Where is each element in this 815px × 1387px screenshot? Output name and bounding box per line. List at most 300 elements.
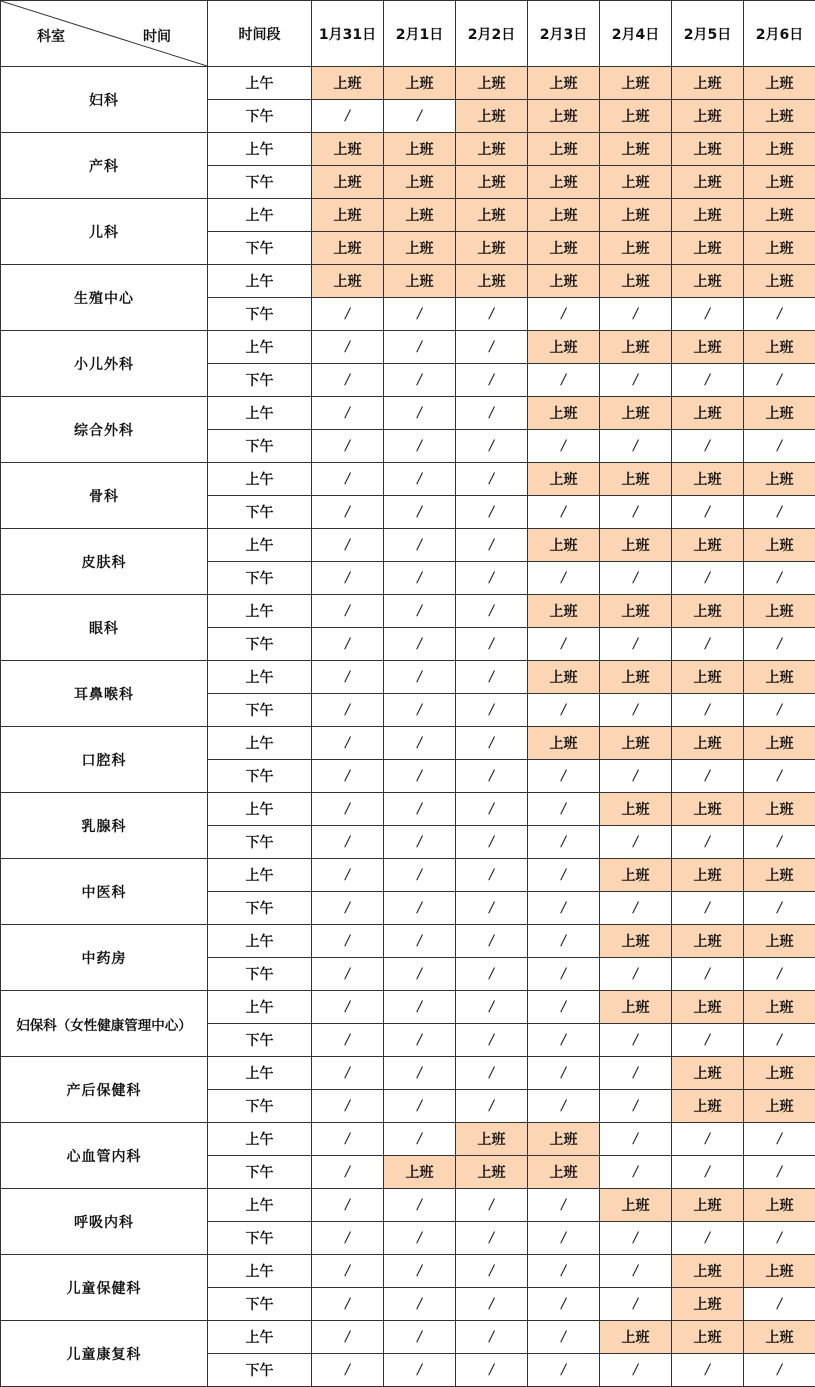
on-duty-cell: 上班 bbox=[672, 793, 744, 826]
period-label: 下午 bbox=[208, 1024, 312, 1057]
off-duty-cell: / bbox=[384, 529, 456, 562]
off-duty-cell: / bbox=[312, 958, 384, 991]
off-duty-cell: / bbox=[672, 628, 744, 661]
period-label: 上午 bbox=[208, 199, 312, 232]
schedule-row bbox=[1, 331, 815, 364]
department-name: 眼科 bbox=[1, 595, 208, 661]
period-label: 下午 bbox=[208, 430, 312, 463]
off-duty-cell: / bbox=[312, 1024, 384, 1057]
on-duty-cell: 上班 bbox=[672, 199, 744, 232]
off-duty-cell: / bbox=[312, 1090, 384, 1123]
off-duty-cell: / bbox=[672, 892, 744, 925]
off-duty-cell: / bbox=[384, 463, 456, 496]
on-duty-cell: 上班 bbox=[744, 463, 815, 496]
period-label: 上午 bbox=[208, 859, 312, 892]
department-name: 生殖中心 bbox=[1, 265, 208, 331]
department-name: 儿童康复科 bbox=[1, 1321, 208, 1387]
off-duty-cell: / bbox=[672, 1222, 744, 1255]
schedule-row bbox=[1, 727, 815, 760]
on-duty-cell: 上班 bbox=[528, 232, 600, 265]
off-duty-cell: / bbox=[312, 628, 384, 661]
off-duty-cell: / bbox=[384, 595, 456, 628]
off-duty-cell: / bbox=[384, 892, 456, 925]
off-duty-cell: / bbox=[456, 298, 528, 331]
schedule-row bbox=[1, 463, 815, 496]
off-duty-cell: / bbox=[312, 298, 384, 331]
off-duty-cell: / bbox=[672, 364, 744, 397]
period-label: 下午 bbox=[208, 694, 312, 727]
off-duty-cell: / bbox=[384, 793, 456, 826]
off-duty-cell: / bbox=[528, 925, 600, 958]
department-name: 妇科 bbox=[1, 67, 208, 133]
off-duty-cell: / bbox=[600, 628, 672, 661]
off-duty-cell: / bbox=[744, 1354, 815, 1387]
off-duty-cell: / bbox=[312, 991, 384, 1024]
off-duty-cell: / bbox=[384, 1189, 456, 1222]
off-duty-cell: / bbox=[384, 331, 456, 364]
on-duty-cell: 上班 bbox=[384, 1156, 456, 1189]
on-duty-cell: 上班 bbox=[528, 463, 600, 496]
on-duty-cell: 上班 bbox=[456, 232, 528, 265]
off-duty-cell: / bbox=[384, 1354, 456, 1387]
period-label: 上午 bbox=[208, 265, 312, 298]
period-header: 时间段 bbox=[208, 1, 312, 67]
on-duty-cell: 上班 bbox=[744, 925, 815, 958]
period-label: 下午 bbox=[208, 1288, 312, 1321]
period-label: 上午 bbox=[208, 991, 312, 1024]
on-duty-cell: 上班 bbox=[672, 331, 744, 364]
on-duty-cell: 上班 bbox=[528, 100, 600, 133]
off-duty-cell: / bbox=[384, 925, 456, 958]
off-duty-cell: / bbox=[672, 496, 744, 529]
on-duty-cell: 上班 bbox=[384, 166, 456, 199]
off-duty-cell: / bbox=[384, 1288, 456, 1321]
off-duty-cell: / bbox=[600, 1156, 672, 1189]
corner-time-label: 时间 bbox=[143, 29, 171, 45]
on-duty-cell: 上班 bbox=[600, 166, 672, 199]
off-duty-cell: / bbox=[528, 1222, 600, 1255]
off-duty-cell: / bbox=[744, 1222, 815, 1255]
off-duty-cell: / bbox=[600, 694, 672, 727]
on-duty-cell: 上班 bbox=[744, 991, 815, 1024]
off-duty-cell: / bbox=[672, 298, 744, 331]
on-duty-cell: 上班 bbox=[600, 727, 672, 760]
on-duty-cell: 上班 bbox=[456, 166, 528, 199]
on-duty-cell: 上班 bbox=[744, 1090, 815, 1123]
on-duty-cell: 上班 bbox=[672, 67, 744, 100]
schedule-row bbox=[1, 925, 815, 958]
on-duty-cell: 上班 bbox=[672, 133, 744, 166]
schedule-row bbox=[1, 793, 815, 826]
off-duty-cell: / bbox=[456, 793, 528, 826]
on-duty-cell: 上班 bbox=[456, 1123, 528, 1156]
date-header: 2月5日 bbox=[672, 1, 744, 67]
on-duty-cell: 上班 bbox=[528, 199, 600, 232]
off-duty-cell: / bbox=[672, 562, 744, 595]
off-duty-cell: / bbox=[456, 496, 528, 529]
department-name: 皮肤科 bbox=[1, 529, 208, 595]
period-label: 上午 bbox=[208, 595, 312, 628]
off-duty-cell: / bbox=[456, 1321, 528, 1354]
on-duty-cell: 上班 bbox=[600, 793, 672, 826]
period-label: 下午 bbox=[208, 298, 312, 331]
off-duty-cell: / bbox=[384, 1024, 456, 1057]
department-name: 妇保科（女性健康管理中心） bbox=[1, 991, 208, 1057]
off-duty-cell: / bbox=[384, 1255, 456, 1288]
on-duty-cell: 上班 bbox=[672, 1057, 744, 1090]
on-duty-cell: 上班 bbox=[600, 925, 672, 958]
on-duty-cell: 上班 bbox=[672, 859, 744, 892]
date-header: 2月4日 bbox=[600, 1, 672, 67]
period-label: 下午 bbox=[208, 958, 312, 991]
period-label: 上午 bbox=[208, 463, 312, 496]
off-duty-cell: / bbox=[312, 1222, 384, 1255]
off-duty-cell: / bbox=[312, 760, 384, 793]
off-duty-cell: / bbox=[528, 364, 600, 397]
off-duty-cell: / bbox=[456, 760, 528, 793]
on-duty-cell: 上班 bbox=[672, 529, 744, 562]
off-duty-cell: / bbox=[312, 1288, 384, 1321]
period-label: 上午 bbox=[208, 661, 312, 694]
period-label: 下午 bbox=[208, 628, 312, 661]
off-duty-cell: / bbox=[384, 298, 456, 331]
period-label: 下午 bbox=[208, 100, 312, 133]
on-duty-cell: 上班 bbox=[672, 265, 744, 298]
department-name: 乳腺科 bbox=[1, 793, 208, 859]
on-duty-cell: 上班 bbox=[312, 67, 384, 100]
schedule-row bbox=[1, 67, 815, 100]
department-name: 中医科 bbox=[1, 859, 208, 925]
on-duty-cell: 上班 bbox=[672, 1321, 744, 1354]
on-duty-cell: 上班 bbox=[600, 1189, 672, 1222]
period-label: 下午 bbox=[208, 760, 312, 793]
off-duty-cell: / bbox=[528, 430, 600, 463]
on-duty-cell: 上班 bbox=[744, 67, 815, 100]
department-name: 儿科 bbox=[1, 199, 208, 265]
off-duty-cell: / bbox=[600, 1090, 672, 1123]
on-duty-cell: 上班 bbox=[672, 661, 744, 694]
schedule-row bbox=[1, 265, 815, 298]
off-duty-cell: / bbox=[456, 628, 528, 661]
off-duty-cell: / bbox=[672, 958, 744, 991]
on-duty-cell: 上班 bbox=[600, 397, 672, 430]
period-label: 上午 bbox=[208, 793, 312, 826]
off-duty-cell: / bbox=[456, 463, 528, 496]
on-duty-cell: 上班 bbox=[744, 1255, 815, 1288]
off-duty-cell: / bbox=[744, 430, 815, 463]
off-duty-cell: / bbox=[600, 1123, 672, 1156]
schedule-row bbox=[1, 1123, 815, 1156]
schedule-row bbox=[1, 1189, 815, 1222]
off-duty-cell: / bbox=[312, 1057, 384, 1090]
off-duty-cell: / bbox=[384, 826, 456, 859]
schedule-row bbox=[1, 661, 815, 694]
off-duty-cell: / bbox=[384, 727, 456, 760]
off-duty-cell: / bbox=[456, 694, 528, 727]
on-duty-cell: 上班 bbox=[672, 100, 744, 133]
department-name: 综合外科 bbox=[1, 397, 208, 463]
off-duty-cell: / bbox=[312, 562, 384, 595]
on-duty-cell: 上班 bbox=[384, 133, 456, 166]
date-header: 1月31日 bbox=[312, 1, 384, 67]
off-duty-cell: / bbox=[384, 1057, 456, 1090]
on-duty-cell: 上班 bbox=[456, 1156, 528, 1189]
off-duty-cell: / bbox=[600, 1255, 672, 1288]
period-label: 上午 bbox=[208, 529, 312, 562]
schedule-row bbox=[1, 529, 815, 562]
off-duty-cell: / bbox=[528, 958, 600, 991]
department-name: 心血管内科 bbox=[1, 1123, 208, 1189]
date-header: 2月3日 bbox=[528, 1, 600, 67]
on-duty-cell: 上班 bbox=[744, 1321, 815, 1354]
period-label: 下午 bbox=[208, 1354, 312, 1387]
on-duty-cell: 上班 bbox=[744, 100, 815, 133]
off-duty-cell: / bbox=[528, 892, 600, 925]
period-label: 上午 bbox=[208, 727, 312, 760]
on-duty-cell: 上班 bbox=[600, 100, 672, 133]
on-duty-cell: 上班 bbox=[528, 1156, 600, 1189]
off-duty-cell: / bbox=[672, 1123, 744, 1156]
on-duty-cell: 上班 bbox=[600, 1321, 672, 1354]
period-label: 下午 bbox=[208, 562, 312, 595]
off-duty-cell: / bbox=[312, 694, 384, 727]
schedule-row bbox=[1, 595, 815, 628]
on-duty-cell: 上班 bbox=[312, 265, 384, 298]
on-duty-cell: 上班 bbox=[528, 661, 600, 694]
on-duty-cell: 上班 bbox=[456, 133, 528, 166]
on-duty-cell: 上班 bbox=[528, 67, 600, 100]
off-duty-cell: / bbox=[528, 298, 600, 331]
off-duty-cell: / bbox=[384, 1090, 456, 1123]
off-duty-cell: / bbox=[456, 1189, 528, 1222]
on-duty-cell: 上班 bbox=[672, 1189, 744, 1222]
schedule-row bbox=[1, 1057, 815, 1090]
on-duty-cell: 上班 bbox=[672, 595, 744, 628]
on-duty-cell: 上班 bbox=[600, 595, 672, 628]
off-duty-cell: / bbox=[312, 661, 384, 694]
department-name: 产科 bbox=[1, 133, 208, 199]
on-duty-cell: 上班 bbox=[744, 166, 815, 199]
on-duty-cell: 上班 bbox=[672, 463, 744, 496]
off-duty-cell: / bbox=[456, 892, 528, 925]
on-duty-cell: 上班 bbox=[672, 397, 744, 430]
off-duty-cell: / bbox=[600, 760, 672, 793]
on-duty-cell: 上班 bbox=[744, 1189, 815, 1222]
off-duty-cell: / bbox=[384, 430, 456, 463]
off-duty-cell: / bbox=[600, 430, 672, 463]
off-duty-cell: / bbox=[600, 1354, 672, 1387]
on-duty-cell: 上班 bbox=[528, 397, 600, 430]
on-duty-cell: 上班 bbox=[528, 727, 600, 760]
off-duty-cell: / bbox=[600, 1288, 672, 1321]
off-duty-cell: / bbox=[384, 760, 456, 793]
on-duty-cell: 上班 bbox=[456, 265, 528, 298]
period-label: 上午 bbox=[208, 1057, 312, 1090]
on-duty-cell: 上班 bbox=[744, 793, 815, 826]
schedule-row bbox=[1, 859, 815, 892]
on-duty-cell: 上班 bbox=[528, 529, 600, 562]
off-duty-cell: / bbox=[672, 1024, 744, 1057]
off-duty-cell: / bbox=[384, 859, 456, 892]
on-duty-cell: 上班 bbox=[600, 661, 672, 694]
off-duty-cell: / bbox=[384, 694, 456, 727]
schedule-row bbox=[1, 1255, 815, 1288]
off-duty-cell: / bbox=[528, 1057, 600, 1090]
department-name: 耳鼻喉科 bbox=[1, 661, 208, 727]
off-duty-cell: / bbox=[312, 1156, 384, 1189]
off-duty-cell: / bbox=[312, 331, 384, 364]
on-duty-cell: 上班 bbox=[600, 232, 672, 265]
off-duty-cell: / bbox=[456, 727, 528, 760]
schedule-row bbox=[1, 1321, 815, 1354]
on-duty-cell: 上班 bbox=[600, 67, 672, 100]
period-label: 上午 bbox=[208, 331, 312, 364]
on-duty-cell: 上班 bbox=[384, 199, 456, 232]
off-duty-cell: / bbox=[672, 826, 744, 859]
on-duty-cell: 上班 bbox=[744, 397, 815, 430]
off-duty-cell: / bbox=[384, 628, 456, 661]
off-duty-cell: / bbox=[744, 496, 815, 529]
off-duty-cell: / bbox=[600, 826, 672, 859]
off-duty-cell: / bbox=[528, 694, 600, 727]
date-header: 2月2日 bbox=[456, 1, 528, 67]
off-duty-cell: / bbox=[600, 892, 672, 925]
period-label: 上午 bbox=[208, 67, 312, 100]
off-duty-cell: / bbox=[744, 892, 815, 925]
off-duty-cell: / bbox=[744, 1288, 815, 1321]
on-duty-cell: 上班 bbox=[456, 100, 528, 133]
on-duty-cell: 上班 bbox=[600, 199, 672, 232]
off-duty-cell: / bbox=[312, 430, 384, 463]
off-duty-cell: / bbox=[456, 958, 528, 991]
period-label: 下午 bbox=[208, 364, 312, 397]
on-duty-cell: 上班 bbox=[312, 232, 384, 265]
on-duty-cell: 上班 bbox=[384, 67, 456, 100]
off-duty-cell: / bbox=[456, 991, 528, 1024]
schedule-row bbox=[1, 397, 815, 430]
period-label: 上午 bbox=[208, 1255, 312, 1288]
off-duty-cell: / bbox=[528, 760, 600, 793]
period-label: 下午 bbox=[208, 1090, 312, 1123]
off-duty-cell: / bbox=[456, 1057, 528, 1090]
period-label: 下午 bbox=[208, 1156, 312, 1189]
schedule-row bbox=[1, 133, 815, 166]
off-duty-cell: / bbox=[312, 727, 384, 760]
off-duty-cell: / bbox=[744, 562, 815, 595]
period-label: 下午 bbox=[208, 892, 312, 925]
on-duty-cell: 上班 bbox=[600, 133, 672, 166]
off-duty-cell: / bbox=[312, 826, 384, 859]
off-duty-cell: / bbox=[384, 100, 456, 133]
on-duty-cell: 上班 bbox=[672, 1288, 744, 1321]
on-duty-cell: 上班 bbox=[672, 727, 744, 760]
period-label: 下午 bbox=[208, 826, 312, 859]
off-duty-cell: / bbox=[456, 430, 528, 463]
off-duty-cell: / bbox=[384, 397, 456, 430]
off-duty-cell: / bbox=[456, 562, 528, 595]
off-duty-cell: / bbox=[744, 826, 815, 859]
off-duty-cell: / bbox=[456, 364, 528, 397]
on-duty-cell: 上班 bbox=[312, 199, 384, 232]
on-duty-cell: 上班 bbox=[600, 859, 672, 892]
off-duty-cell: / bbox=[528, 1090, 600, 1123]
off-duty-cell: / bbox=[600, 298, 672, 331]
on-duty-cell: 上班 bbox=[456, 67, 528, 100]
on-duty-cell: 上班 bbox=[384, 232, 456, 265]
period-label: 上午 bbox=[208, 133, 312, 166]
on-duty-cell: 上班 bbox=[528, 1123, 600, 1156]
off-duty-cell: / bbox=[456, 1024, 528, 1057]
off-duty-cell: / bbox=[312, 793, 384, 826]
schedule-body bbox=[1, 67, 815, 1387]
off-duty-cell: / bbox=[384, 991, 456, 1024]
off-duty-cell: / bbox=[312, 100, 384, 133]
schedule-row bbox=[1, 199, 815, 232]
period-label: 下午 bbox=[208, 166, 312, 199]
off-duty-cell: / bbox=[744, 298, 815, 331]
on-duty-cell: 上班 bbox=[528, 595, 600, 628]
off-duty-cell: / bbox=[456, 595, 528, 628]
off-duty-cell: / bbox=[600, 1024, 672, 1057]
period-label: 上午 bbox=[208, 397, 312, 430]
on-duty-cell: 上班 bbox=[528, 265, 600, 298]
off-duty-cell: / bbox=[528, 1189, 600, 1222]
off-duty-cell: / bbox=[456, 529, 528, 562]
off-duty-cell: / bbox=[744, 760, 815, 793]
period-label: 上午 bbox=[208, 1123, 312, 1156]
department-name: 产后保健科 bbox=[1, 1057, 208, 1123]
on-duty-cell: 上班 bbox=[744, 727, 815, 760]
on-duty-cell: 上班 bbox=[672, 232, 744, 265]
off-duty-cell: / bbox=[672, 1156, 744, 1189]
off-duty-cell: / bbox=[528, 1288, 600, 1321]
off-duty-cell: / bbox=[312, 1354, 384, 1387]
off-duty-cell: / bbox=[456, 1354, 528, 1387]
off-duty-cell: / bbox=[384, 1123, 456, 1156]
on-duty-cell: 上班 bbox=[744, 265, 815, 298]
period-label: 上午 bbox=[208, 1189, 312, 1222]
off-duty-cell: / bbox=[456, 1090, 528, 1123]
on-duty-cell: 上班 bbox=[744, 595, 815, 628]
department-name: 口腔科 bbox=[1, 727, 208, 793]
on-duty-cell: 上班 bbox=[672, 166, 744, 199]
off-duty-cell: / bbox=[456, 925, 528, 958]
off-duty-cell: / bbox=[312, 463, 384, 496]
department-name: 骨科 bbox=[1, 463, 208, 529]
on-duty-cell: 上班 bbox=[456, 199, 528, 232]
off-duty-cell: / bbox=[600, 958, 672, 991]
off-duty-cell: / bbox=[312, 364, 384, 397]
off-duty-cell: / bbox=[456, 1288, 528, 1321]
off-duty-cell: / bbox=[384, 496, 456, 529]
off-duty-cell: / bbox=[456, 1255, 528, 1288]
department-name: 中药房 bbox=[1, 925, 208, 991]
period-label: 上午 bbox=[208, 1321, 312, 1354]
off-duty-cell: / bbox=[744, 1123, 815, 1156]
off-duty-cell: / bbox=[528, 859, 600, 892]
period-label: 下午 bbox=[208, 496, 312, 529]
on-duty-cell: 上班 bbox=[744, 232, 815, 265]
on-duty-cell: 上班 bbox=[600, 331, 672, 364]
on-duty-cell: 上班 bbox=[744, 529, 815, 562]
diagonal-divider bbox=[1, 1, 207, 66]
off-duty-cell: / bbox=[384, 562, 456, 595]
off-duty-cell: / bbox=[744, 628, 815, 661]
off-duty-cell: / bbox=[672, 760, 744, 793]
off-duty-cell: / bbox=[528, 562, 600, 595]
on-duty-cell: 上班 bbox=[744, 859, 815, 892]
off-duty-cell: / bbox=[312, 1255, 384, 1288]
